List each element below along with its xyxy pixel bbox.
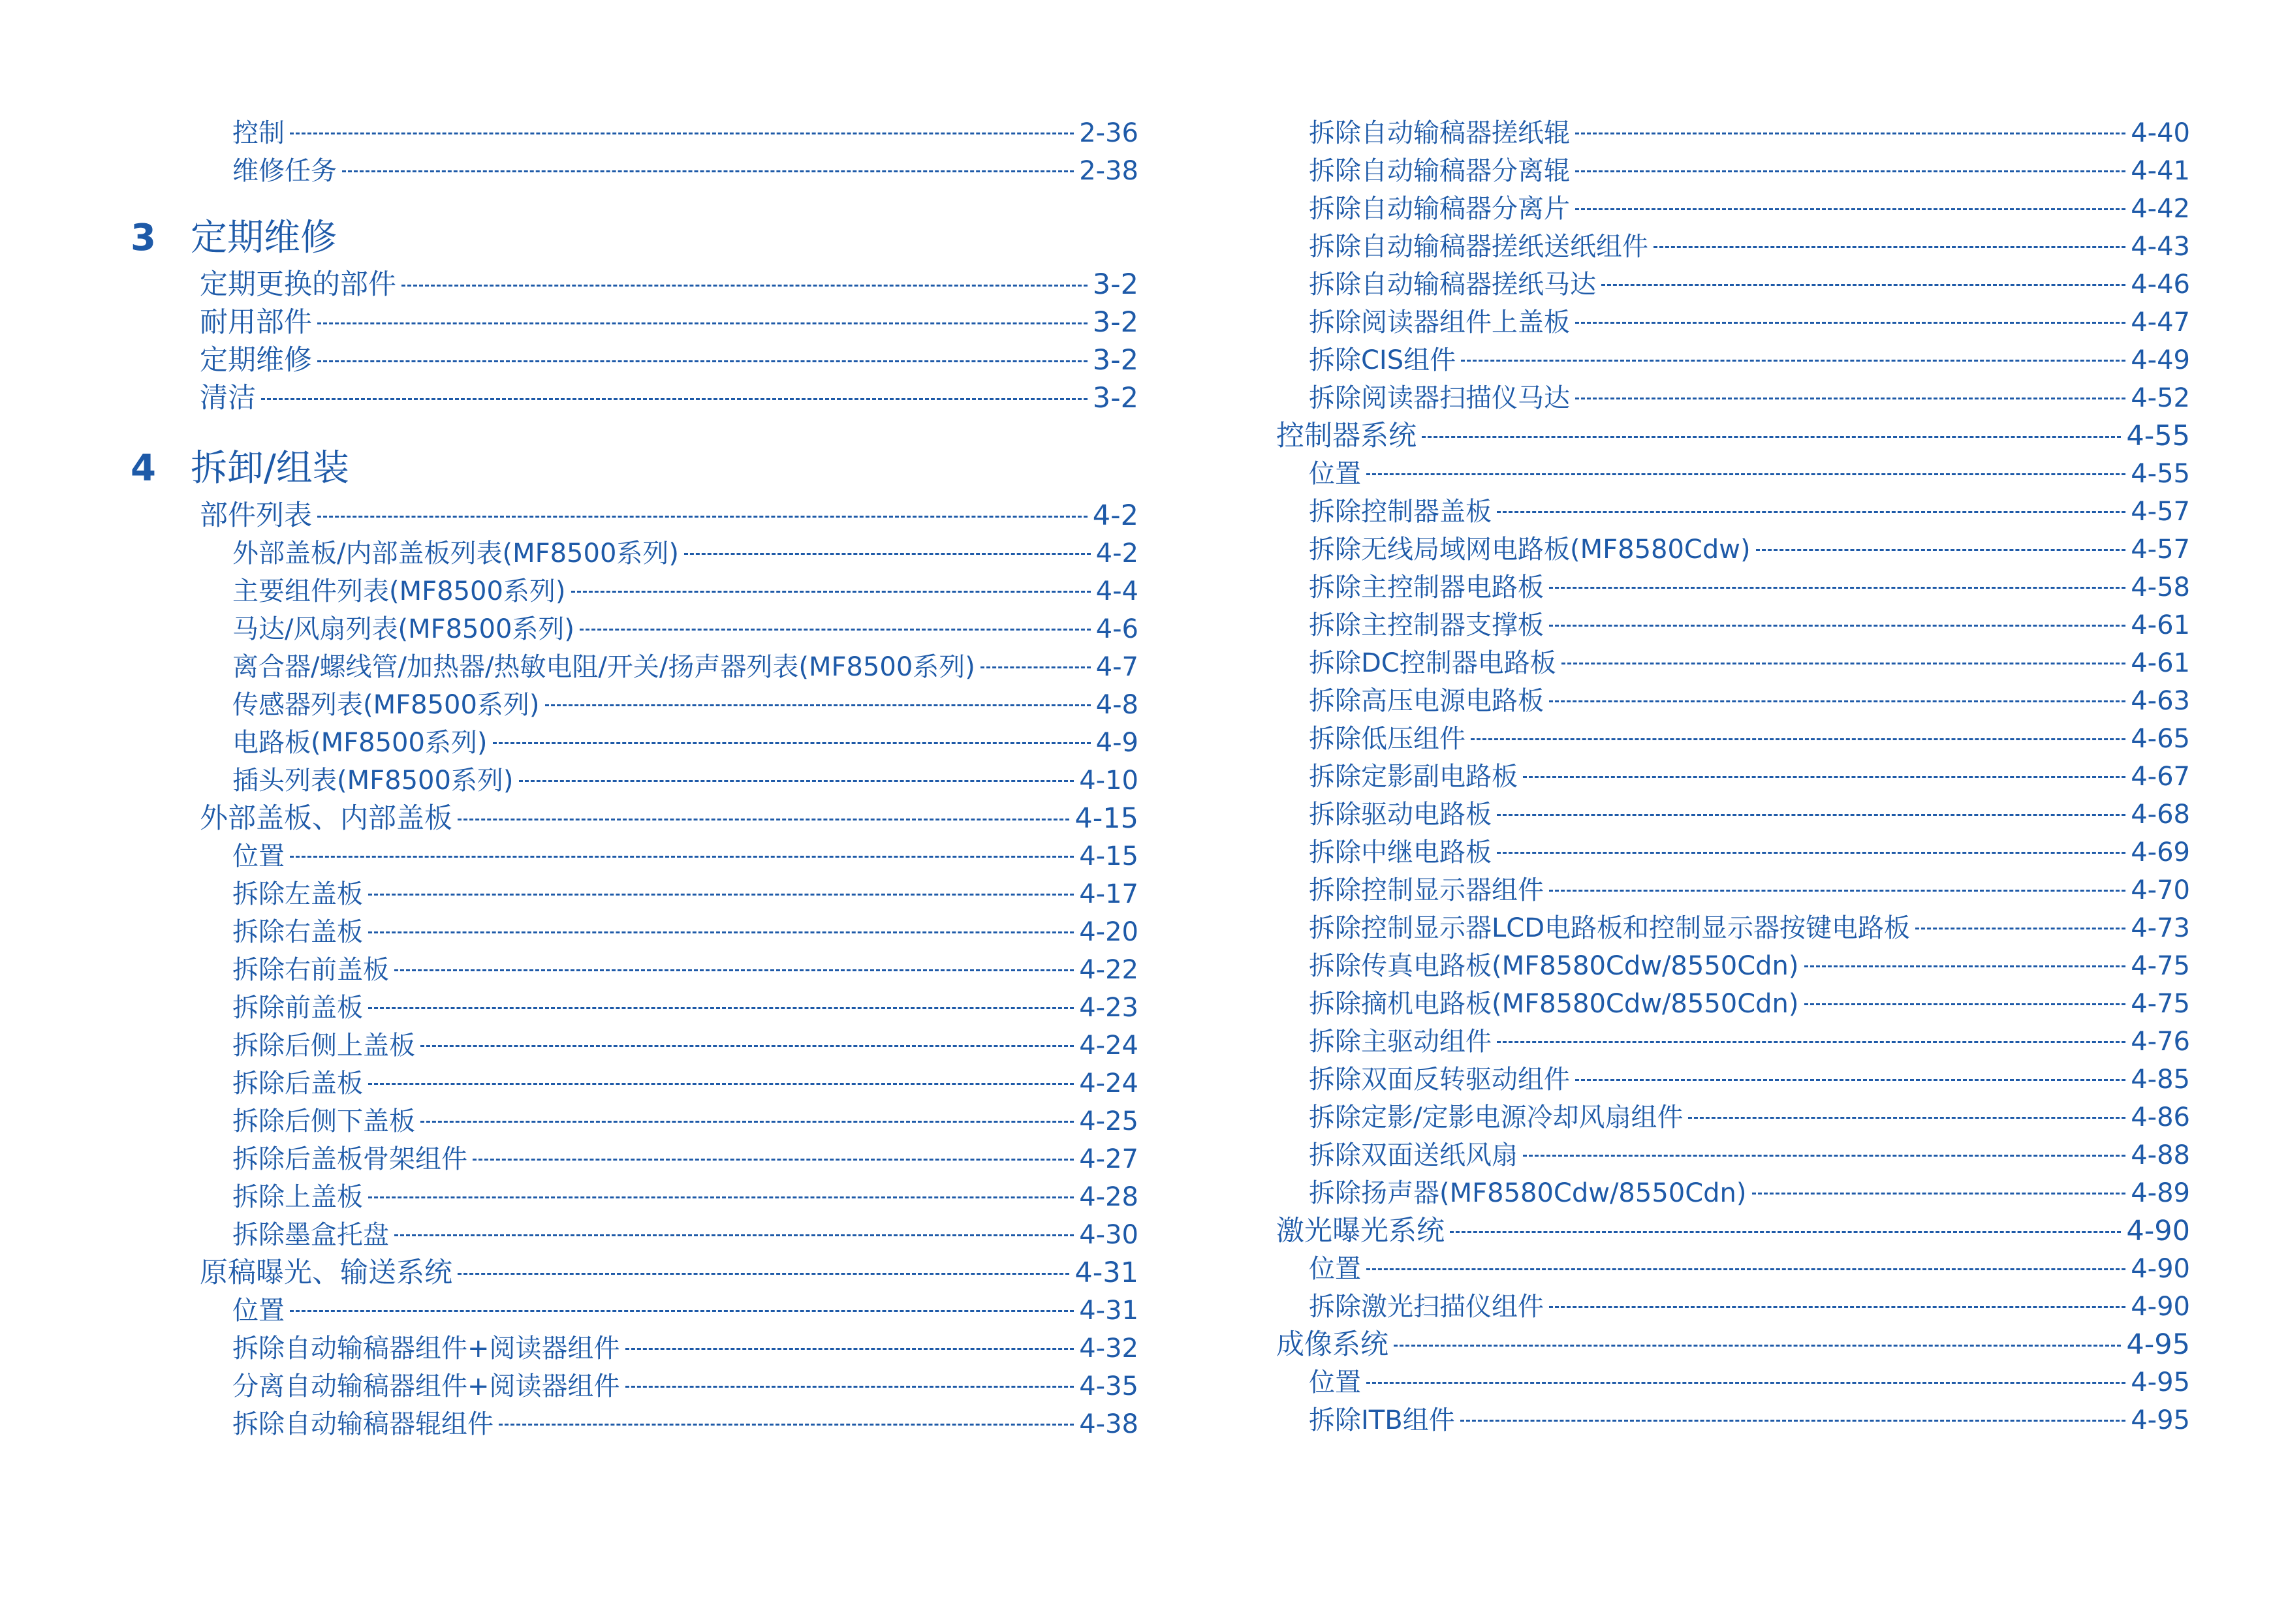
entry-page: 4-8 xyxy=(1095,690,1138,720)
entry-title: 拆除控制显示器LCD电路板和控制显示器按键电路板 xyxy=(1309,913,1911,943)
entry-page: 4-4 xyxy=(1095,576,1138,606)
entry-title: 拆除后盖板骨架组件 xyxy=(232,1144,467,1174)
entry-title: 拆除定影/定影电源冷却风扇组件 xyxy=(1309,1102,1684,1132)
dot-leader xyxy=(1497,511,2125,513)
dot-leader xyxy=(368,1007,1074,1009)
entry-page: 4-69 xyxy=(2131,837,2190,867)
toc-entry[interactable] xyxy=(1309,1099,2190,1136)
entry-page: 4-61 xyxy=(2131,648,2190,678)
toc-entry[interactable] xyxy=(1309,380,2190,416)
dot-leader xyxy=(458,1273,1069,1275)
entry-title: 拆除前盖板 xyxy=(232,993,363,1023)
entry-title: 拆除无线局域网电路板(MF8580Cdw) xyxy=(1309,535,1751,565)
entry-page: 4-95 xyxy=(2131,1367,2190,1398)
toc-entry[interactable] xyxy=(1309,1288,2190,1325)
toc-entry[interactable] xyxy=(232,611,1138,648)
dot-leader xyxy=(1523,1155,2125,1157)
entry-page: 4-15 xyxy=(1074,802,1138,835)
entry-title: 主要组件列表(MF8500系列) xyxy=(232,576,566,606)
dot-leader xyxy=(1575,133,2125,134)
dot-leader xyxy=(290,133,1074,134)
toc-entry[interactable] xyxy=(232,762,1138,799)
entry-page: 4-47 xyxy=(2131,307,2190,337)
entry-page: 3-2 xyxy=(1092,306,1138,339)
entry-page: 3-2 xyxy=(1092,382,1138,414)
toc-entry[interactable] xyxy=(1309,1364,2190,1401)
entry-title: 部件列表 xyxy=(200,499,312,532)
toc-entry[interactable] xyxy=(1309,1061,2190,1098)
toc-entry[interactable] xyxy=(1309,796,2190,833)
entry-title: 维修任务 xyxy=(232,156,337,186)
entry-page: 4-23 xyxy=(1079,993,1138,1023)
toc-entry[interactable] xyxy=(1276,1326,2190,1363)
toc-entry[interactable] xyxy=(1276,418,2190,454)
dot-leader xyxy=(420,1045,1074,1047)
entry-page: 4-58 xyxy=(2131,572,2190,602)
entry-page: 4-52 xyxy=(2131,383,2190,413)
entry-title: 控制 xyxy=(232,118,285,148)
entry-title: 外部盖板、内部盖板 xyxy=(200,802,452,835)
entry-page: 4-2 xyxy=(1092,499,1138,532)
toc-entry[interactable] xyxy=(1309,1137,2190,1174)
dot-leader xyxy=(580,629,1091,631)
dot-leader xyxy=(1549,700,2125,702)
toc-entry[interactable] xyxy=(1276,1213,2190,1249)
entry-title: 拆除阅读器组件上盖板 xyxy=(1309,307,1570,337)
entry-title: 拆除双面送纸风扇 xyxy=(1309,1140,1518,1170)
entry-page: 2-38 xyxy=(1079,156,1138,186)
dot-leader xyxy=(1549,890,2125,892)
toc-entry[interactable] xyxy=(200,380,1138,416)
entry-title: 激光曝光系统 xyxy=(1276,1215,1445,1247)
dot-leader xyxy=(1601,284,2125,286)
toc-entry[interactable] xyxy=(1309,683,2190,719)
entry-title: 拆除自动输稿器搓纸马达 xyxy=(1309,270,1596,300)
entry-page: 4-76 xyxy=(2131,1027,2190,1057)
entry-title: 清洁 xyxy=(200,382,256,414)
entry-page: 4-63 xyxy=(2131,686,2190,716)
dot-leader xyxy=(545,704,1091,706)
entry-title: 拆除主控制器电路板 xyxy=(1309,572,1544,602)
dot-leader xyxy=(290,856,1074,858)
entry-title: 位置 xyxy=(232,1296,285,1326)
dot-leader xyxy=(1366,473,2125,475)
entry-title: 位置 xyxy=(1309,1254,1361,1284)
dot-leader xyxy=(1366,1382,2125,1384)
entry-title: 位置 xyxy=(232,841,285,871)
dot-leader xyxy=(980,666,1091,668)
dot-leader xyxy=(342,170,1074,172)
toc-entry[interactable] xyxy=(1309,1251,2190,1287)
entry-page: 4-55 xyxy=(2126,420,2190,452)
entry-title: 拆除控制显示器组件 xyxy=(1309,875,1544,905)
entry-page: 4-90 xyxy=(2131,1292,2190,1322)
toc-entry[interactable] xyxy=(1309,948,2190,984)
dot-leader xyxy=(499,1424,1074,1426)
dot-leader xyxy=(1497,814,2125,816)
toc-entry[interactable] xyxy=(232,952,1138,988)
entry-page: 4-7 xyxy=(1095,652,1138,682)
entry-page: 4-41 xyxy=(2131,156,2190,186)
toc-entry[interactable] xyxy=(232,1141,1138,1178)
entry-title: 拆除低压组件 xyxy=(1309,724,1465,754)
entry-title: 拆除中继电路板 xyxy=(1309,837,1492,867)
dot-leader xyxy=(1688,1117,2125,1119)
entry-title: 拆除激光扫描仪组件 xyxy=(1309,1292,1544,1322)
entry-title: 拆除自动输稿器搓纸辊 xyxy=(1309,118,1570,148)
entry-title: 拆除定影副电路板 xyxy=(1309,762,1518,792)
toc-entry[interactable] xyxy=(232,876,1138,913)
entry-page: 4-68 xyxy=(2131,800,2190,830)
dot-leader xyxy=(1575,1079,2125,1081)
entry-title: 原稿曝光、输送系统 xyxy=(200,1257,452,1289)
toc-entry[interactable] xyxy=(232,153,1138,189)
entry-title: 拆除主控制器支撑板 xyxy=(1309,610,1544,640)
entry-page: 4-85 xyxy=(2131,1065,2190,1095)
entry-page: 3-2 xyxy=(1092,344,1138,377)
entry-page: 4-22 xyxy=(1079,955,1138,985)
entry-page: 4-24 xyxy=(1079,1031,1138,1061)
toc-entry[interactable] xyxy=(200,1255,1138,1291)
entry-title: 定期更换的部件 xyxy=(200,268,396,301)
toc-entry[interactable] xyxy=(232,914,1138,950)
toc-entry[interactable] xyxy=(232,115,1138,151)
entry-title: 拆除后侧下盖板 xyxy=(232,1106,415,1136)
toc-entry[interactable] xyxy=(200,304,1138,341)
entry-page: 4-75 xyxy=(2131,951,2190,981)
dot-leader xyxy=(1549,1306,2125,1308)
toc-entry[interactable] xyxy=(1309,456,2190,492)
chapter-title: 定期维修 xyxy=(191,217,337,259)
entry-title: 位置 xyxy=(1309,1367,1361,1398)
entry-page: 4-10 xyxy=(1079,766,1138,796)
toc-entry[interactable] xyxy=(1309,721,2190,757)
toc-entry[interactable] xyxy=(1309,304,2190,341)
dot-leader xyxy=(317,516,1088,518)
toc-entry[interactable] xyxy=(1309,493,2190,530)
entry-title: 拆除高压电源电路板 xyxy=(1309,686,1544,716)
entry-title: 拆除阅读器扫描仪马达 xyxy=(1309,383,1570,413)
toc-entry[interactable] xyxy=(232,1368,1138,1405)
toc-entry[interactable] xyxy=(232,1065,1138,1102)
dot-leader xyxy=(394,1234,1074,1236)
entry-page: 4-90 xyxy=(2131,1254,2190,1284)
toc-entry[interactable] xyxy=(1309,1023,2190,1060)
toc-entry[interactable] xyxy=(1309,115,2190,151)
chapter-heading[interactable] xyxy=(131,439,349,488)
dot-leader xyxy=(317,322,1088,324)
entry-title: 拆除上盖板 xyxy=(232,1182,363,1212)
toc-entry[interactable] xyxy=(1309,834,2190,871)
dot-leader xyxy=(1460,1420,2126,1422)
entry-page: 4-25 xyxy=(1079,1106,1138,1136)
entry-title: 拆除传真电路板(MF8580Cdw/8550Cdn) xyxy=(1309,951,1799,981)
entry-page: 4-42 xyxy=(2131,194,2190,224)
toc-entry[interactable] xyxy=(1309,986,2190,1022)
dot-leader xyxy=(1471,738,2125,740)
toc-entry[interactable] xyxy=(232,990,1138,1026)
entry-page: 4-2 xyxy=(1095,539,1138,569)
toc-entry[interactable] xyxy=(200,342,1138,379)
entry-page: 4-31 xyxy=(1079,1296,1138,1326)
dot-leader xyxy=(1575,170,2125,172)
entry-page: 4-88 xyxy=(2131,1140,2190,1170)
dot-leader xyxy=(420,1121,1074,1123)
dot-leader xyxy=(1394,1345,2121,1347)
entry-title: 控制器系统 xyxy=(1276,420,1417,452)
dot-leader xyxy=(368,1083,1074,1085)
entry-page: 4-86 xyxy=(2131,1102,2190,1132)
chapter-number: 4 xyxy=(131,447,156,490)
dot-leader xyxy=(458,819,1069,820)
dot-leader xyxy=(519,780,1074,782)
dot-leader xyxy=(1422,436,2121,438)
toc-entry[interactable] xyxy=(1309,1175,2190,1211)
entry-title: 拆除右前盖板 xyxy=(232,955,389,985)
entry-title: 拆除CIS组件 xyxy=(1309,345,1456,375)
toc-entry[interactable] xyxy=(1309,531,2190,568)
entry-title: 拆除自动输稿器组件+阅读器组件 xyxy=(232,1334,620,1364)
dot-leader xyxy=(1523,776,2125,778)
entry-page: 4-95 xyxy=(2126,1328,2190,1361)
toc-entry[interactable] xyxy=(1309,228,2190,265)
dot-leader xyxy=(1497,852,2125,854)
toc-entry[interactable] xyxy=(200,497,1138,534)
entry-page: 4-70 xyxy=(2131,875,2190,905)
entry-title: 定期维修 xyxy=(200,344,312,377)
entry-page: 4-65 xyxy=(2131,724,2190,754)
entry-title: 拆除自动输稿器辊组件 xyxy=(232,1409,494,1439)
toc-entry[interactable] xyxy=(232,725,1138,761)
entry-title: 拆除ITB组件 xyxy=(1309,1405,1455,1435)
dot-leader xyxy=(1461,360,2125,362)
dot-leader xyxy=(1549,625,2125,627)
entry-title: 外部盖板/内部盖板列表(MF8500系列) xyxy=(232,539,680,569)
entry-page: 4-89 xyxy=(2131,1178,2190,1208)
entry-title: 耐用部件 xyxy=(200,306,312,339)
dot-leader xyxy=(625,1348,1074,1350)
toc-entry[interactable] xyxy=(232,1292,1138,1329)
entry-title: 离合器/螺线管/加热器/热敏电阻/开关/扬声器列表(MF8500系列) xyxy=(232,652,975,682)
entry-title: 马达/风扇列表(MF8500系列) xyxy=(232,614,575,644)
dot-leader xyxy=(1450,1231,2121,1233)
dot-leader xyxy=(290,1310,1074,1312)
dot-leader xyxy=(1804,965,2126,967)
dot-leader xyxy=(571,591,1091,593)
entry-title: 拆除自动输稿器分离片 xyxy=(1309,194,1570,224)
entry-page: 4-40 xyxy=(2131,118,2190,148)
toc-entry[interactable] xyxy=(1309,758,2190,795)
dot-leader xyxy=(1915,928,2125,929)
entry-page: 4-90 xyxy=(2126,1215,2190,1247)
dot-leader xyxy=(317,360,1088,362)
toc-entry[interactable] xyxy=(232,1179,1138,1215)
chapter-number: 3 xyxy=(131,217,156,259)
entry-title: 拆除右盖板 xyxy=(232,917,363,947)
toc-entry[interactable] xyxy=(1309,153,2190,189)
toc-entry[interactable] xyxy=(1309,872,2190,909)
entry-title: 拆除墨盒托盘 xyxy=(232,1220,389,1250)
dot-leader xyxy=(1804,1003,2126,1005)
entry-page: 4-27 xyxy=(1079,1144,1138,1174)
entry-page: 4-73 xyxy=(2131,913,2190,943)
entry-page: 4-55 xyxy=(2131,459,2190,489)
dot-leader xyxy=(1549,587,2125,589)
entry-page: 4-17 xyxy=(1079,879,1138,909)
entry-page: 4-9 xyxy=(1095,728,1138,758)
entry-title: 电路板(MF8500系列) xyxy=(232,728,488,758)
entry-page: 4-20 xyxy=(1079,917,1138,947)
dot-leader xyxy=(368,1196,1074,1198)
dot-leader xyxy=(493,742,1091,744)
dot-leader xyxy=(261,398,1088,400)
entry-page: 4-49 xyxy=(2131,345,2190,375)
entry-page: 4-31 xyxy=(1074,1257,1138,1289)
entry-title: 拆除双面反转驱动组件 xyxy=(1309,1065,1570,1095)
dot-leader xyxy=(368,931,1074,933)
entry-title: 成像系统 xyxy=(1276,1328,1388,1361)
entry-title: 拆除扬声器(MF8580Cdw/8550Cdn) xyxy=(1309,1178,1747,1208)
dot-leader xyxy=(1561,663,2125,664)
entry-page: 4-24 xyxy=(1079,1069,1138,1099)
dot-leader xyxy=(1575,322,2125,324)
entry-title: 拆除自动输稿器搓纸送纸组件 xyxy=(1309,232,1648,262)
chapter-title: 拆卸/组装 xyxy=(191,447,349,490)
toc-entry[interactable] xyxy=(1309,191,2190,227)
entry-page: 4-67 xyxy=(2131,762,2190,792)
toc-entry[interactable] xyxy=(232,1406,1138,1443)
dot-leader xyxy=(1653,246,2125,248)
toc-entry[interactable] xyxy=(200,266,1138,303)
entry-page: 4-75 xyxy=(2131,989,2190,1019)
entry-title: 拆除DC控制器电路板 xyxy=(1309,648,1556,678)
entry-title: 拆除驱动电路板 xyxy=(1309,800,1492,830)
entry-page: 4-15 xyxy=(1079,841,1138,871)
entry-page: 4-46 xyxy=(2131,270,2190,300)
dot-leader xyxy=(368,894,1074,896)
entry-page: 4-43 xyxy=(2131,232,2190,262)
entry-title: 插头列表(MF8500系列) xyxy=(232,766,514,796)
dot-leader xyxy=(684,553,1091,555)
entry-page: 4-38 xyxy=(1079,1409,1138,1439)
entry-page: 4-30 xyxy=(1079,1220,1138,1250)
entry-title: 传感器列表(MF8500系列) xyxy=(232,690,540,720)
toc-entry[interactable] xyxy=(232,573,1138,610)
dot-leader xyxy=(1756,549,2126,551)
dot-leader xyxy=(401,285,1088,287)
dot-leader xyxy=(473,1159,1074,1161)
toc-entry[interactable] xyxy=(232,687,1138,723)
toc-entry[interactable] xyxy=(232,1103,1138,1140)
entry-title: 分离自动输稿器组件+阅读器组件 xyxy=(232,1371,620,1401)
entry-title: 拆除左盖板 xyxy=(232,879,363,909)
dot-leader xyxy=(1752,1193,2126,1195)
entry-page: 4-95 xyxy=(2131,1405,2190,1435)
dot-leader xyxy=(1575,398,2125,399)
toc-entry[interactable] xyxy=(232,649,1138,685)
entry-page: 4-32 xyxy=(1079,1334,1138,1364)
toc-entry[interactable] xyxy=(1309,1402,2190,1439)
entry-page: 2-36 xyxy=(1079,118,1138,148)
entry-page: 4-35 xyxy=(1079,1371,1138,1401)
toc-entry[interactable] xyxy=(1309,607,2190,644)
toc-entry[interactable] xyxy=(232,1217,1138,1253)
dot-leader xyxy=(1575,208,2125,210)
entry-title: 拆除后盖板 xyxy=(232,1069,363,1099)
entry-title: 位置 xyxy=(1309,459,1361,489)
entry-page: 4-28 xyxy=(1079,1182,1138,1212)
toc-entry[interactable] xyxy=(232,838,1138,875)
entry-page: 4-57 xyxy=(2131,535,2190,565)
entry-title: 拆除控制器盖板 xyxy=(1309,497,1492,527)
toc-entry[interactable] xyxy=(232,1027,1138,1064)
toc-entry[interactable] xyxy=(1309,569,2190,606)
toc-entry[interactable] xyxy=(1309,910,2190,946)
entry-title: 拆除后侧上盖板 xyxy=(232,1031,415,1061)
entry-page: 4-57 xyxy=(2131,497,2190,527)
entry-title: 拆除摘机电路板(MF8580Cdw/8550Cdn) xyxy=(1309,989,1799,1019)
toc-entry[interactable] xyxy=(1309,645,2190,681)
dot-leader xyxy=(1497,1041,2125,1043)
toc-entry[interactable] xyxy=(1309,342,2190,379)
chapter-heading[interactable] xyxy=(131,209,337,257)
toc-entry[interactable] xyxy=(1309,266,2190,303)
entry-page: 4-6 xyxy=(1095,614,1138,644)
toc-entry[interactable] xyxy=(232,1330,1138,1367)
dot-leader xyxy=(625,1386,1074,1388)
dot-leader xyxy=(1366,1268,2125,1270)
entry-page: 3-2 xyxy=(1092,268,1138,301)
entry-title: 拆除主驱动组件 xyxy=(1309,1027,1492,1057)
toc-entry[interactable] xyxy=(232,535,1138,572)
dot-leader xyxy=(394,969,1074,971)
toc-entry[interactable] xyxy=(200,800,1138,837)
entry-page: 4-61 xyxy=(2131,610,2190,640)
entry-title: 拆除自动输稿器分离辊 xyxy=(1309,156,1570,186)
